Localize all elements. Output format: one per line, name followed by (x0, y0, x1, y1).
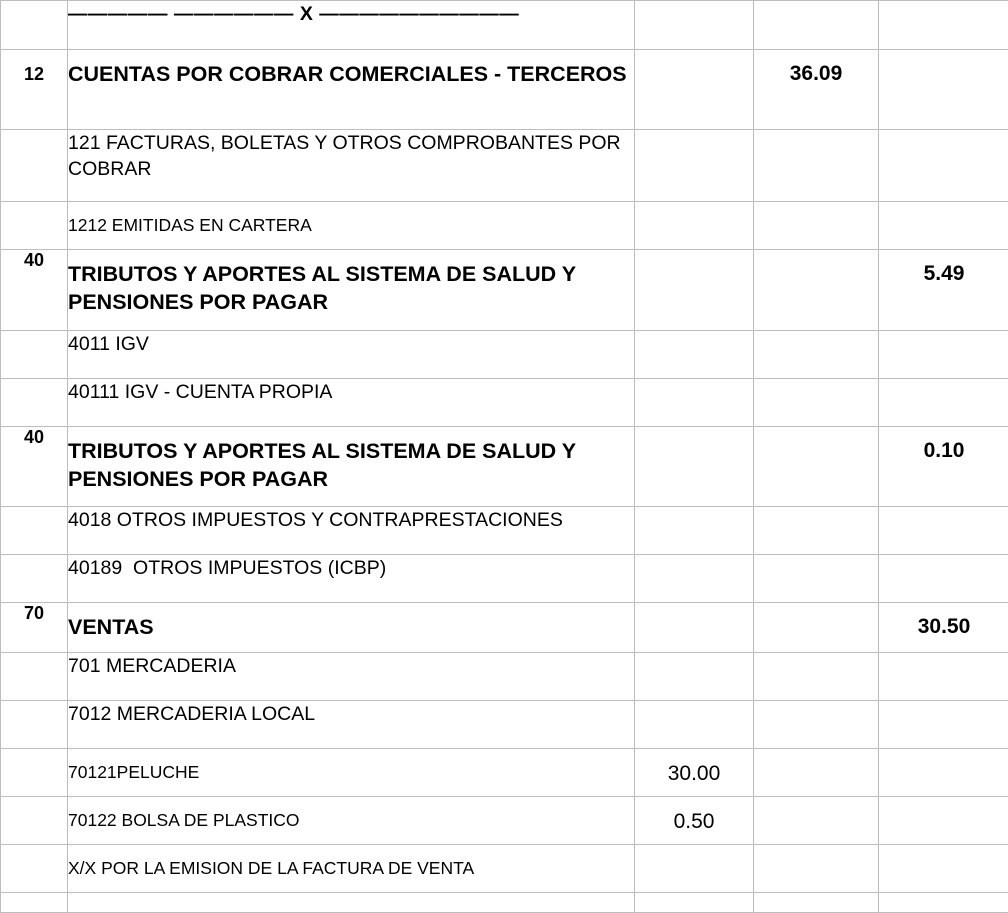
credit-cell: 30.50 (879, 603, 1008, 653)
table-row (1, 427, 1008, 507)
account-code-cell: 40 (1, 250, 68, 331)
empty-cell (1, 893, 68, 913)
account-code-cell (1, 1, 68, 50)
table-row (1, 653, 1008, 701)
amount-cell (635, 50, 754, 130)
account-code-cell: 12 (1, 50, 68, 130)
debit-cell (754, 250, 879, 331)
amount-cell (635, 845, 754, 893)
debit-cell (754, 379, 879, 427)
table-row (1, 250, 1008, 331)
credit-cell (879, 749, 1008, 797)
account-description-cell: 701 MERCADERIA (68, 653, 635, 701)
empty-cell (754, 893, 879, 913)
table-row (1, 701, 1008, 749)
account-code-cell (1, 379, 68, 427)
account-code-cell (1, 555, 68, 603)
account-description-cell: TRIBUTOS Y APORTES AL SISTEMA DE SALUD Y PENSIONES POR PAGAR (68, 427, 635, 507)
credit-cell (879, 1, 1008, 50)
table-row (1, 893, 1008, 913)
amount-cell (635, 379, 754, 427)
debit-cell (754, 845, 879, 893)
table-row (1, 507, 1008, 555)
credit-cell (879, 845, 1008, 893)
account-code-cell: 40 (1, 427, 68, 507)
account-description-cell: 7012 MERCADERIA LOCAL (68, 701, 635, 749)
table-row (1, 50, 1008, 130)
amount-cell (635, 555, 754, 603)
amount-cell (635, 130, 754, 202)
account-description-cell: VENTAS (68, 603, 635, 653)
debit-cell (754, 331, 879, 379)
amount-cell (635, 701, 754, 749)
amount-cell: 0.50 (635, 797, 754, 845)
empty-cell (879, 893, 1008, 913)
account-code-cell (1, 797, 68, 845)
table-row (1, 845, 1008, 893)
account-code-cell (1, 202, 68, 250)
debit-cell (754, 507, 879, 555)
debit-cell (754, 202, 879, 250)
account-description-cell: 4018 OTROS IMPUESTOS Y CONTRAPRESTACIONES (68, 507, 635, 555)
credit-cell (879, 50, 1008, 130)
credit-cell: 0.10 (879, 427, 1008, 507)
credit-cell (879, 507, 1008, 555)
credit-cell (879, 379, 1008, 427)
account-description-cell: 121 FACTURAS, BOLETAS Y OTROS COMPROBANTES POR COBRAR (68, 130, 635, 202)
account-code-cell (1, 845, 68, 893)
account-description-cell: 70121PELUCHE (68, 749, 635, 797)
account-code-cell (1, 653, 68, 701)
account-code-cell (1, 130, 68, 202)
table-row (1, 1, 1008, 50)
debit-cell (754, 749, 879, 797)
account-description-cell: 40111 IGV - CUENTA PROPIA (68, 379, 635, 427)
account-code-cell: 70 (1, 603, 68, 653)
table-row (1, 331, 1008, 379)
debit-cell (754, 603, 879, 653)
table-row (1, 555, 1008, 603)
table-row (1, 130, 1008, 202)
table-row (1, 379, 1008, 427)
account-description-cell: 40189 OTROS IMPUESTOS (ICBP) (68, 555, 635, 603)
account-description-cell: CUENTAS POR COBRAR COMERCIALES - TERCEROS (68, 50, 635, 130)
debit-cell: 36.09 (754, 50, 879, 130)
amount-cell (635, 202, 754, 250)
credit-cell (879, 331, 1008, 379)
debit-cell (754, 701, 879, 749)
account-code-cell (1, 701, 68, 749)
amount-cell (635, 427, 754, 507)
account-code-cell (1, 331, 68, 379)
credit-cell (879, 130, 1008, 202)
debit-cell (754, 653, 879, 701)
account-code-cell (1, 749, 68, 797)
amount-cell (635, 507, 754, 555)
amount-cell (635, 250, 754, 331)
amount-cell (635, 653, 754, 701)
debit-cell (754, 130, 879, 202)
debit-cell (754, 797, 879, 845)
empty-cell (68, 893, 635, 913)
credit-cell (879, 555, 1008, 603)
empty-cell (635, 893, 754, 913)
credit-cell (879, 797, 1008, 845)
table-row (1, 749, 1008, 797)
table-row (1, 797, 1008, 845)
credit-cell (879, 653, 1008, 701)
entry-separator-line: ————— —————— X —————————— (68, 1, 635, 50)
table-row (1, 202, 1008, 250)
debit-cell (754, 427, 879, 507)
account-description-cell: 4011 IGV (68, 331, 635, 379)
table-row (1, 603, 1008, 653)
debit-cell (754, 555, 879, 603)
amount-cell (635, 603, 754, 653)
amount-cell (635, 1, 754, 50)
amount-cell: 30.00 (635, 749, 754, 797)
account-description-cell: 70122 BOLSA DE PLASTICO (68, 797, 635, 845)
credit-cell: 5.49 (879, 250, 1008, 331)
account-description-cell: TRIBUTOS Y APORTES AL SISTEMA DE SALUD Y PENSIONES POR PAGAR (68, 250, 635, 331)
debit-cell (754, 1, 879, 50)
amount-cell (635, 331, 754, 379)
entry-gloss-cell: X/X POR LA EMISION DE LA FACTURA DE VENTA (68, 845, 635, 893)
credit-cell (879, 202, 1008, 250)
account-code-cell (1, 507, 68, 555)
credit-cell (879, 701, 1008, 749)
account-description-cell: 1212 EMITIDAS EN CARTERA (68, 202, 635, 250)
